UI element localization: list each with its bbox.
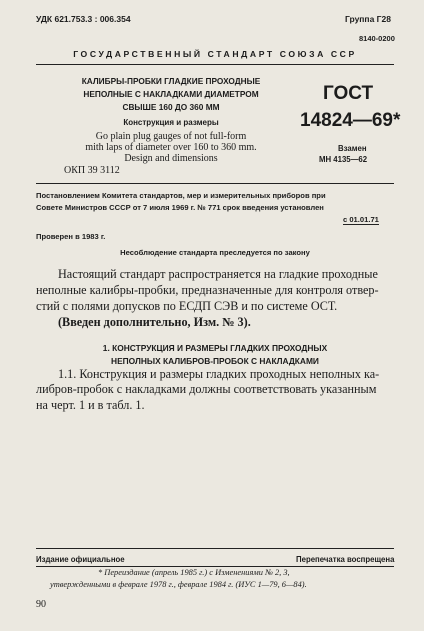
footer-rule [36,548,394,549]
english-title-line-3: Design and dimensions [124,153,218,164]
udk-code: УДК 621.753.3 : 006.354 [36,14,131,24]
english-title-line-1: Go plain plug gauges of not full-form [95,131,247,142]
english-title-line-2: mith laps of diameter over 160 to 360 mm. [85,142,257,153]
official-edition: Издание официальное [36,555,125,564]
clause-1-1-line-3: на черт. 1 и в табл. 1. [36,398,145,412]
gost-label: ГОСТ [323,83,374,104]
decree-line-1: Постановлением Комитета стандартов, мер и измерительных приборов при [36,191,326,200]
page-number: 90 [36,599,46,610]
section-title-line-1: 1. КОНСТРУКЦИЯ И РАЗМЕРЫ ГЛАДКИХ ПРОХОДНЫХ [102,343,328,353]
replaces-label: Взамен [338,144,367,153]
russian-title-line-3: СВЫШЕ 160 ДО 360 ММ [122,102,220,112]
russian-title-line-1: КАЛИБРЫ-ПРОБКИ ГЛАДКИЕ ПРОХОДНЫЕ [81,76,261,86]
decree-line-2: Совете Министров СССР от 7 июля 1969 г. № 771 срок введения установлен [36,203,324,212]
reprint-prohibited: Перепечатка воспрещена [296,555,395,564]
law-warning: Несоблюдение стандарта преследуется по закону [120,248,310,257]
footer-rule-short [36,566,394,567]
replaces-value: МН 4135—62 [319,155,368,164]
state-standard-banner: ГОСУДАРСТВЕННЫЙ СТАНДАРТ СОЮЗА ССР [73,49,357,59]
footnote-line-2: утвержденными в феврале 1978 г., феврале 1984 г. (ИУС 1—79, 6—84). [50,580,307,589]
effective-date: с 01.01.71 [343,215,379,224]
classification-code: 8140-0200 [359,34,395,43]
checked-year: Проверен в 1983 г. [36,232,106,241]
footnote-line-1: * Переиздание (апрель 1985 г.) с Изменениями № 2, 3, [98,568,290,577]
header-rule [36,64,394,65]
title-rule [36,183,394,184]
intro-line-3: стий с полями допусков по ЕСДП СЭВ и по системе ОСТ. [36,299,338,313]
russian-title-line-2: НЕПОЛНЫЕ С НАКЛАДКАМИ ДИАМЕТРОМ [83,89,259,99]
clause-1-1-line-2: либров-пробок с накладками должны соответствовать указанным [36,382,377,396]
amendment-note: (Введен дополнительно, Изм. № 3). [58,315,251,329]
okp-code: ОКП 39 3112 [64,165,120,176]
intro-line-2: неполные калибры-пробки, предназначенные для контроля отвер- [36,283,379,297]
group-code: Группа Г28 [345,14,391,24]
gost-number: 14824—69* [300,110,401,131]
intro-line-1: Настоящий стандарт распространяется на гладкие проходные [58,267,378,281]
clause-1-1-line-1: 1.1. Конструкция и размеры гладких проходных неполных ка- [58,367,380,381]
section-title-line-2: НЕПОЛНЫХ КАЛИБРОВ-ПРОБОК С НАКЛАДКАМИ [111,356,319,366]
russian-subtitle: Конструкция и размеры [123,118,219,127]
